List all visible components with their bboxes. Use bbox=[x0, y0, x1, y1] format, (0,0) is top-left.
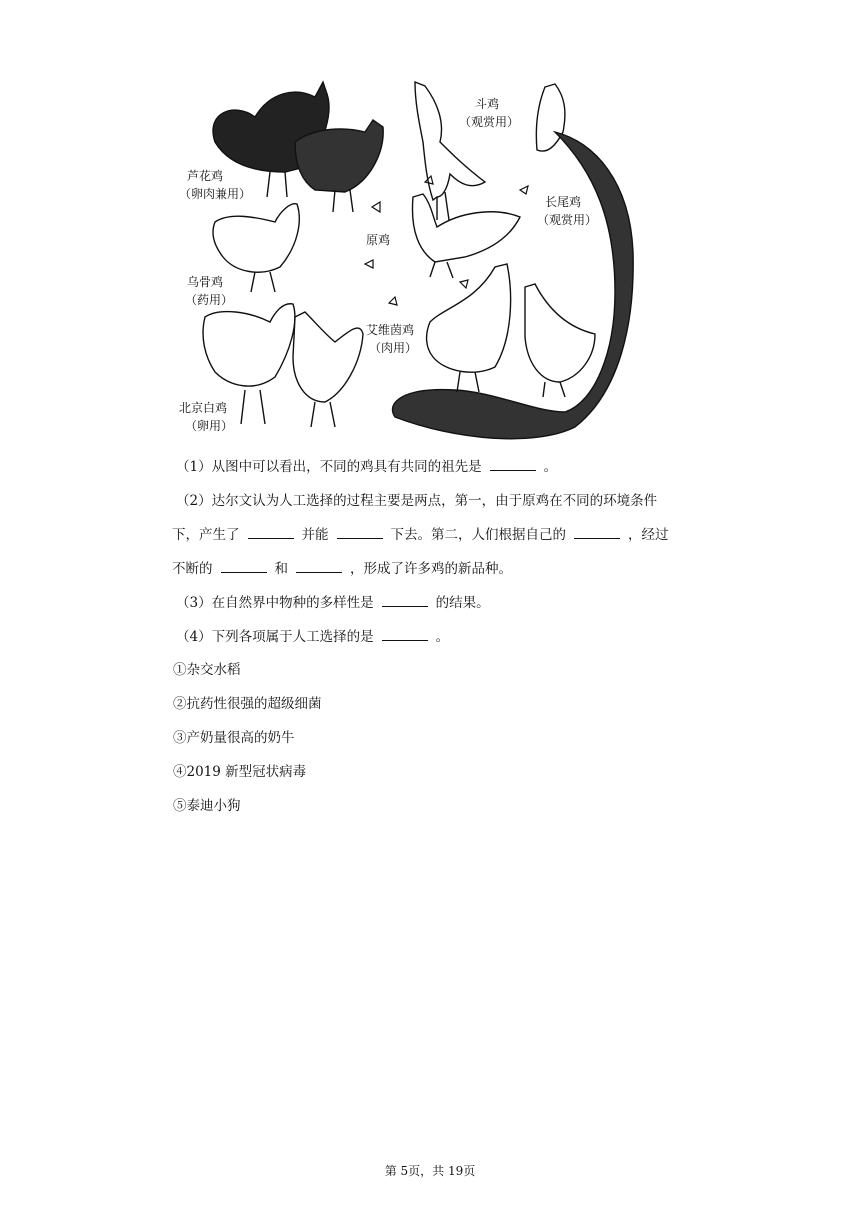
label-aiweijun: 艾维茵鸡 bbox=[366, 323, 415, 337]
beijing-chicken-drawing bbox=[203, 304, 363, 427]
question-2-line-2 bbox=[172, 526, 669, 544]
label-aiweijun-use: （肉用） bbox=[369, 341, 418, 355]
label-wugu: 乌骨鸡 bbox=[187, 275, 224, 289]
aiweijun-chicken-drawing bbox=[427, 264, 595, 397]
question-2-text: 下，产生了 bbox=[172, 527, 240, 543]
label-wugu-use: （药用） bbox=[185, 293, 234, 307]
question-2-text: 下去。第二，人们根据自己的 bbox=[390, 527, 566, 543]
question-4-end: 。 bbox=[435, 629, 450, 645]
answer-blank[interactable] bbox=[221, 560, 267, 573]
label-changwei: 长尾鸡 bbox=[545, 195, 582, 209]
chicken-illustration bbox=[175, 72, 650, 444]
option-3: ③产奶量很高的奶牛 bbox=[173, 730, 295, 746]
answer-blank[interactable] bbox=[296, 560, 342, 573]
question-2-text: 和 bbox=[274, 561, 288, 577]
option-5: ⑤泰迪小狗 bbox=[173, 798, 241, 814]
question-2-line-3 bbox=[172, 560, 512, 578]
page-footer: 第 5页，共 19页 bbox=[384, 1164, 476, 1178]
answer-blank[interactable] bbox=[574, 526, 620, 539]
question-3-end: 的结果。 bbox=[435, 595, 490, 611]
label-beijing-use: （卵用） bbox=[185, 419, 234, 433]
label-douji: 斗鸡 bbox=[475, 97, 500, 111]
label-luhua-use: （卵肉兼用） bbox=[179, 187, 252, 201]
question-1 bbox=[176, 458, 557, 476]
question-3 bbox=[176, 594, 490, 612]
answer-blank[interactable] bbox=[337, 526, 383, 539]
label-beijing: 北京白鸡 bbox=[179, 401, 228, 415]
answer-blank[interactable] bbox=[490, 458, 536, 471]
question-2-text: 并能 bbox=[301, 527, 329, 543]
wugu-chicken-drawing bbox=[213, 204, 299, 292]
label-changwei-use: （观赏用） bbox=[537, 213, 598, 227]
question-2-text: ，经过 bbox=[628, 527, 669, 543]
question-4 bbox=[176, 628, 449, 646]
answer-blank[interactable] bbox=[248, 526, 294, 539]
question-1-text: （1）从图中可以看出，不同的鸡具有共同的祖先是 bbox=[176, 459, 482, 475]
question-1-end: 。 bbox=[543, 459, 558, 475]
option-1: ①杂交水稻 bbox=[173, 662, 241, 678]
question-2-line-1 bbox=[176, 492, 657, 510]
question-2-text: （2）达尔文认为人工选择的过程主要是两点，第一，由于原鸡在不同的环境条件 bbox=[176, 493, 658, 509]
question-2-text: 不断的 bbox=[172, 561, 213, 577]
answer-blank[interactable] bbox=[382, 594, 428, 607]
chicken-breeds-figure bbox=[175, 72, 650, 444]
question-4-text: （4）下列各项属于人工选择的是 bbox=[176, 629, 374, 645]
label-yuanji: 原鸡 bbox=[366, 233, 391, 247]
answer-blank[interactable] bbox=[382, 628, 428, 641]
option-4: ④2019 新型冠状病毒 bbox=[173, 764, 307, 780]
question-3-text: （3）在自然界中物种的多样性是 bbox=[176, 595, 374, 611]
label-luhua: 芦花鸡 bbox=[187, 169, 224, 183]
question-2-text: ，形成了许多鸡的新品种。 bbox=[350, 561, 512, 577]
label-douji-use: （观赏用） bbox=[459, 115, 520, 129]
option-2: ②抗药性很强的超级细菌 bbox=[173, 696, 322, 712]
